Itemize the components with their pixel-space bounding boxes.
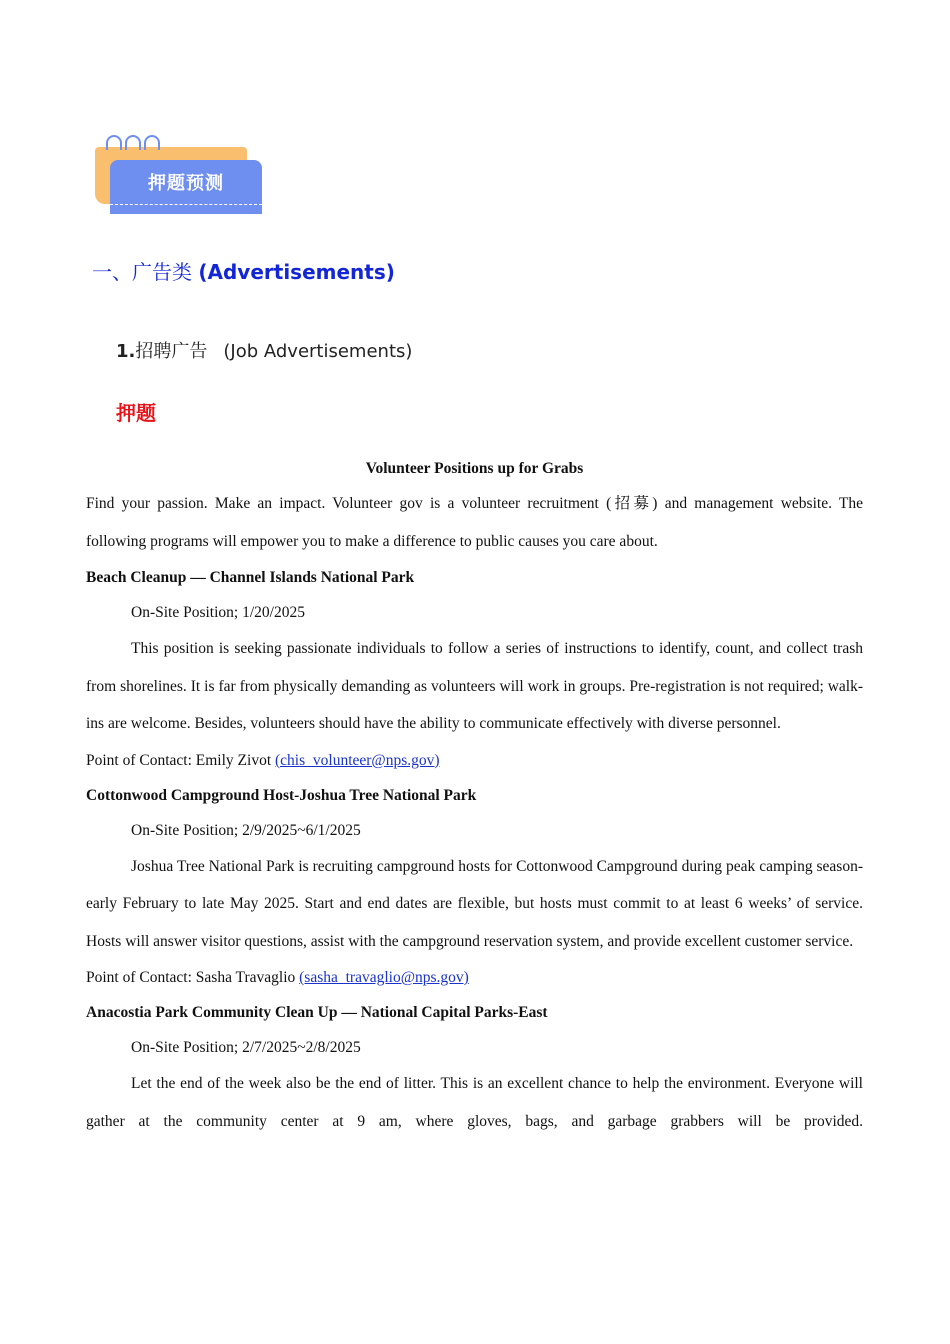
article-title: Volunteer Positions up for Grabs — [365, 460, 584, 477]
badge-dashed-line — [110, 204, 262, 205]
badge-front-strip — [110, 206, 262, 214]
position-title: Cottonwood Campground Host-Joshua Tree National Park — [86, 786, 477, 804]
position-contact — [86, 743, 863, 778]
subsection-cn: 招聘广告 — [135, 341, 208, 362]
prediction-heading: 押题 — [116, 401, 156, 425]
ring-icon — [125, 135, 141, 150]
article-body — [86, 456, 863, 1140]
position-title: Beach Cleanup — Channel Islands National Park — [86, 569, 415, 586]
section-heading-cn: 一、广告类 — [92, 260, 192, 284]
position-description: This position is seeking passionate individuals to follow a series of instructions to identify, count, and collect trash from shorelines. It is far from physically demanding as volunteers will work in groups. Pre-registration is not required; walk-ins are welcome. Besides, volunteers should have the ability to communicate effectively with diverse personnel. — [86, 640, 863, 732]
subsection-en: (Job Advertisements) — [223, 341, 413, 362]
contact-email-link[interactable]: (sasha_travaglio@nps.gov) — [299, 969, 469, 986]
ring-icon — [144, 135, 160, 150]
badge-label: 押题预测 — [148, 173, 224, 194]
position-contact — [86, 960, 863, 995]
section-heading — [92, 256, 395, 285]
subsection-number: 1. — [116, 341, 136, 362]
position-description: Joshua Tree National Park is recruiting campground hosts for Cottonwood Campground during peak camping season-early February to late May 2025. Start and end dates are flexible, but hosts must commit to at least 6 weeks’ of service. Hosts will answer visitor questions, assist with the campground reservation system, and provide excellent customer service. — [86, 857, 863, 950]
prediction-badge — [93, 133, 265, 217]
ring-icon — [106, 135, 122, 150]
position-meta: On-Site Position; 2/9/2025~6/1/2025 — [131, 821, 361, 839]
position-meta: On-Site Position; 1/20/2025 — [131, 604, 305, 621]
article-intro: Find your passion. Make an impact. Volunteer gov is a volunteer recruitment (招募) and management website. The following programs will empower you to make a difference to public causes you care about. — [86, 495, 863, 550]
subsection-heading — [116, 337, 412, 363]
contact-label: Point of Contact: Emily Zivot — [86, 751, 276, 769]
contact-email-link[interactable]: (chis_volunteer@nps.gov) — [275, 751, 440, 769]
section-heading-en: (Advertisements) — [198, 260, 395, 284]
position-description: Let the end of the week also be the end of litter. This is an excellent chance to help the environment. Everyone will gather at the community center at 9 am, where gloves, bags, and garbage grabbers will be provided. — [86, 1075, 863, 1130]
position-title: Anacostia Park Community Clean Up — National Capital Parks-East — [86, 1004, 548, 1021]
position-meta: On-Site Position; 2/7/2025~2/8/2025 — [131, 1039, 361, 1056]
contact-label: Point of Contact: Sasha Travaglio — [86, 969, 300, 986]
